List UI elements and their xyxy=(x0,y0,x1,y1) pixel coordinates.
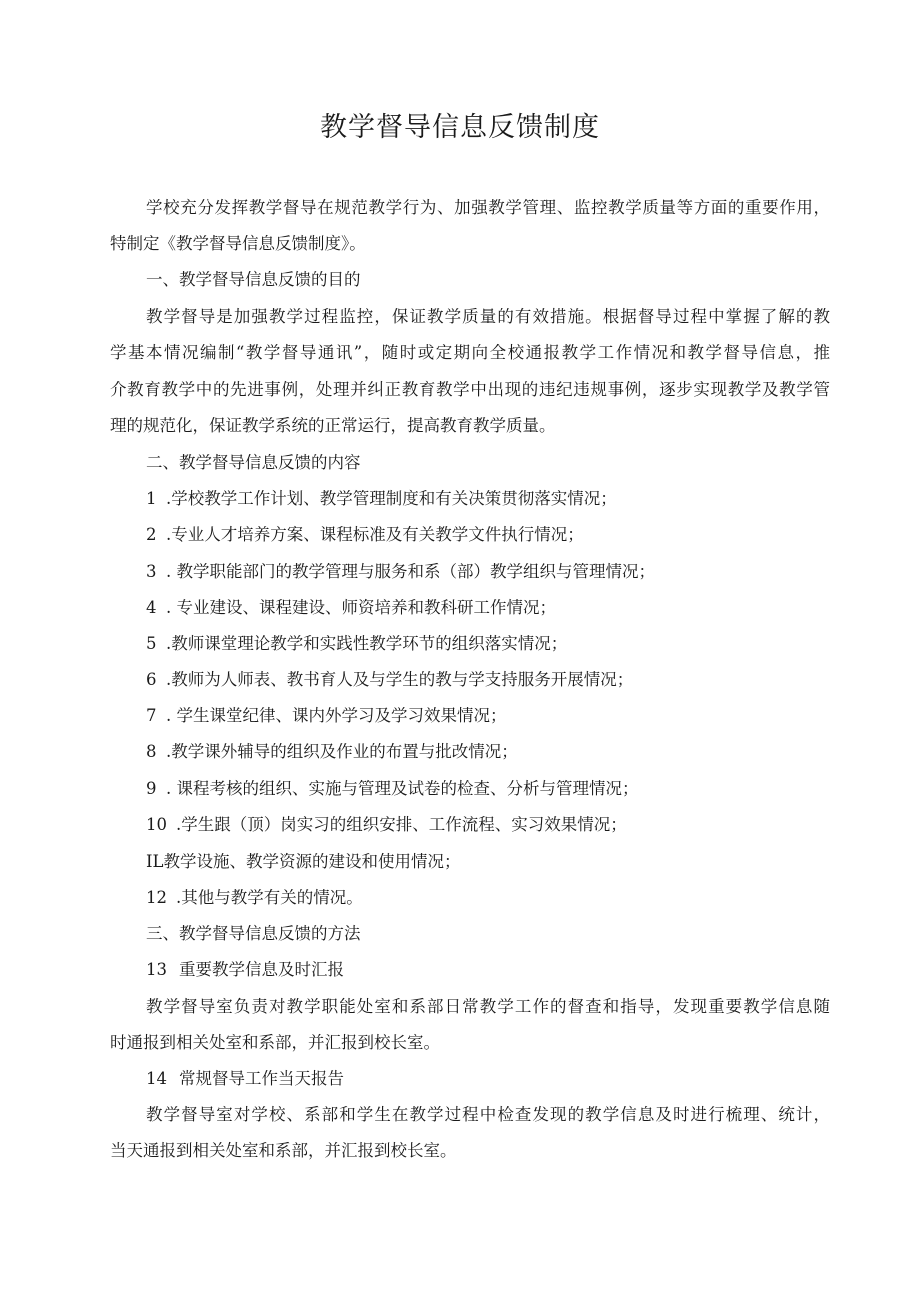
list-item-text: .学生跟（顶）岗实习的组织安排、工作流程、实习效果情况； xyxy=(176,815,627,834)
section-2-heading: 二、教学督导信息反馈的内容 xyxy=(146,453,361,472)
list-item xyxy=(146,560,830,584)
list-item xyxy=(146,487,830,511)
section-3-heading: 三、教学督导信息反馈的方法 xyxy=(146,924,361,943)
intro-line-2: 特制定《教学督导信息反馈制度》。 xyxy=(110,234,366,253)
subsection-1-line-2: 时通报到相关处室和系部，并汇报到校长室。 xyxy=(110,1033,440,1052)
list-item-text: 教学设施、教学资源的建设和使用情况； xyxy=(163,852,461,871)
subsection-number: 14 xyxy=(146,1069,167,1088)
intro-line-1: 学校充分发挥教学督导在规范教学行为、加强教学管理、监控教学质量等方面的重要作用， xyxy=(146,198,830,217)
list-item-number: 4 xyxy=(146,598,157,617)
subsection-heading xyxy=(146,1067,830,1091)
subsection-2-line-2: 当天通报到相关处室和系部，并汇报到校长室。 xyxy=(110,1141,457,1160)
subsection-1-line-1: 教学督导室负责对教学职能处室和系部日常教学工作的督查和指导，发现重要教学信息随 xyxy=(146,997,830,1016)
list-item-text: .教师为人师表、教书育人及与学生的教与学支持服务开展情况； xyxy=(166,670,634,689)
subsection-title: 重要教学信息及时汇报 xyxy=(179,960,344,979)
list-item-text: .教师课堂理论教学和实践性教学环节的组织落实情况； xyxy=(166,634,568,653)
list-item xyxy=(146,632,830,656)
document-title: 教学督导信息反馈制度 xyxy=(320,112,600,143)
list-item xyxy=(146,813,830,837)
list-item-number: 12 xyxy=(146,888,167,907)
list-item-text: . 教学职能部门的教学管理与服务和系（部）教学组织与管理情况； xyxy=(166,562,655,581)
subsection-title: 常规督导工作当天报告 xyxy=(179,1069,344,1088)
list-item-text: .专业人才培养方案、课程标准及有关教学文件执行情况； xyxy=(166,525,584,544)
list-item-number: 10 xyxy=(146,815,167,834)
subsection-heading xyxy=(146,958,830,982)
list-item-text: .学校教学工作计划、教学管理制度和有关决策贯彻落实情况； xyxy=(166,489,617,508)
list-item xyxy=(146,777,830,801)
list-item-number: 3 xyxy=(146,562,157,581)
list-item-text: .其他与教学有关的情况。 xyxy=(176,888,363,907)
list-item-text: . 学生课堂纪律、课内外学习及学习效果情况； xyxy=(166,706,507,725)
list-item-text: .教学课外辅导的组织及作业的布置与批改情况； xyxy=(166,742,518,761)
subsection-number: 13 xyxy=(146,960,167,979)
list-item-number: 6 xyxy=(146,670,157,689)
subsection-2-line-1: 教学督导室对学校、系部和学生在教学过程中检查发现的教学信息及时进行梳理、统计， xyxy=(146,1105,830,1124)
list-item xyxy=(146,704,830,728)
list-item xyxy=(146,886,830,910)
list-item-number: 5 xyxy=(146,634,157,653)
list-item-number: 2 xyxy=(146,525,157,544)
section-1-line-2: 学基本情况编制“教学督导通讯”，随时或定期向全校通报教学工作情况和教学督导信息，推 xyxy=(110,343,830,362)
list-item xyxy=(146,523,830,547)
list-item xyxy=(146,596,830,620)
section-1-line-3: 介教育教学中的先进事例，处理并纠正教育教学中出现的违纪违规事例，逐步实现教学及教学管 xyxy=(110,380,830,399)
list-item-text: . 专业建设、课程建设、师资培养和教科研工作情况； xyxy=(166,598,556,617)
list-item xyxy=(146,850,830,874)
list-item xyxy=(146,740,830,764)
list-item-number: 1 xyxy=(146,489,157,508)
list-item-number: 7 xyxy=(146,706,157,725)
section-1-line-4: 理的规范化，保证教学系统的正常运行，提高教育教学质量。 xyxy=(110,416,556,435)
list-item-text: . 课程考核的组织、实施与管理及试卷的检查、分析与管理情况； xyxy=(166,779,639,798)
list-item xyxy=(146,668,830,692)
list-item-number: 9 xyxy=(146,779,157,798)
list-item-number: IL xyxy=(146,852,164,871)
list-item-number: 8 xyxy=(146,742,157,761)
section-1-line-1: 教学督导是加强教学过程监控，保证教学质量的有效措施。根据督导过程中掌握了解的教 xyxy=(146,307,830,326)
section-1-heading: 一、教学督导信息反馈的目的 xyxy=(146,270,361,289)
